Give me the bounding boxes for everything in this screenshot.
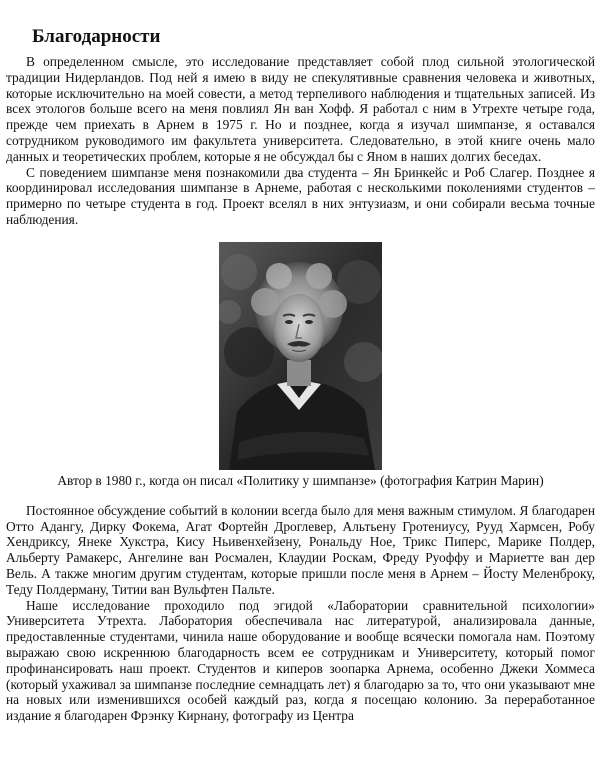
photo-caption: Автор в 1980 г., когда он писал «Политику у шимпанзе» (фотография Катрин Марин) (57, 472, 544, 488)
paragraph-4: Наше исследование проходило под эгидой «Лаборатории сравнительной психологии» Университета Утрехта. Лаборатория обеспечивала нас литературой, анализировала данные, предоставленные студентами, чинила наше оборудование и вообще всячески помогала нам. Поэтому выражаю свою искреннюю благодарность всем ее сотрудникам и Университету, который помог профинансировать наш проект. Студентов и киперов зоопарка Арнема, особенно Джеки Хоммеса (который ухаживал за шимпанзе последние семнадцать лет) я благодарю за то, что они указывают мне на новых или изменившихся особей каждый раз, когда я посещаю колонию. За переработанное издание я благодарен Фрэнку Кирнану, фотографу из Центра (6, 597, 595, 724)
paragraph-2: С поведением шимпанзе меня познакомили два студента – Ян Бринкейс и Роб Слагер. Позднее я координировал исследования шимпанзе в Арнеме, работая с несколькими поколениями студентов – примерно по четыре студента в год. Проект вселял в них энтузиазм, и они собирали весьма точные наблюдения. (6, 164, 595, 227)
page-title: Благодарности (32, 26, 161, 47)
paragraph-1: В определенном смысле, это исследование представляет собой плод сильной этологической традиции Нидерландов. Под ней я имею в виду не спекулятивные сравнения человека и животных, которые исключительно на моей совести, а метод терпеливого наблюдения и тщательных записей. Из всех этологов больше всего на меня повлиял Ян ван Хофф. Я работал с ним в Утрехте четыре года, прежде чем приехать в Арнем в 1975 г. Но и позднее, когда я изучал шимпанзе, я оставался сотрудником руководимого им факультета университета. Следовательно, в этой книге очень мало данных и теоретических проблем, которые я не обсуждал бы с Яном в наших долгих беседах. (6, 54, 595, 164)
author-portrait-photo (219, 242, 382, 470)
paragraph-3: Постоянное обсуждение событий в колонии всегда было для меня важным стимулом. Я благодарен Отто Адангу, Дирку Фокема, Агат Фортейн Дроглевер, Альтьену Гротениусу, Рууд Хармсен, Робу Хендриксу, Янеке Хукстра, Кису Ньивенхейзену, Рональду Ное, Трикс Пиперс, Марике Полдер, Альберту Рамакерс, Ангелине ван Росмален, Клаудии Роскам, Фреду Руоффу и Мариетте ван дер Вель. А также многим другим студентам, которые пришли после меня в Арнем – Йосту Меленброку, Теду Полдерману, Титии ван Вульфтен Пальте. (6, 502, 595, 597)
photo-container (6, 242, 595, 470)
